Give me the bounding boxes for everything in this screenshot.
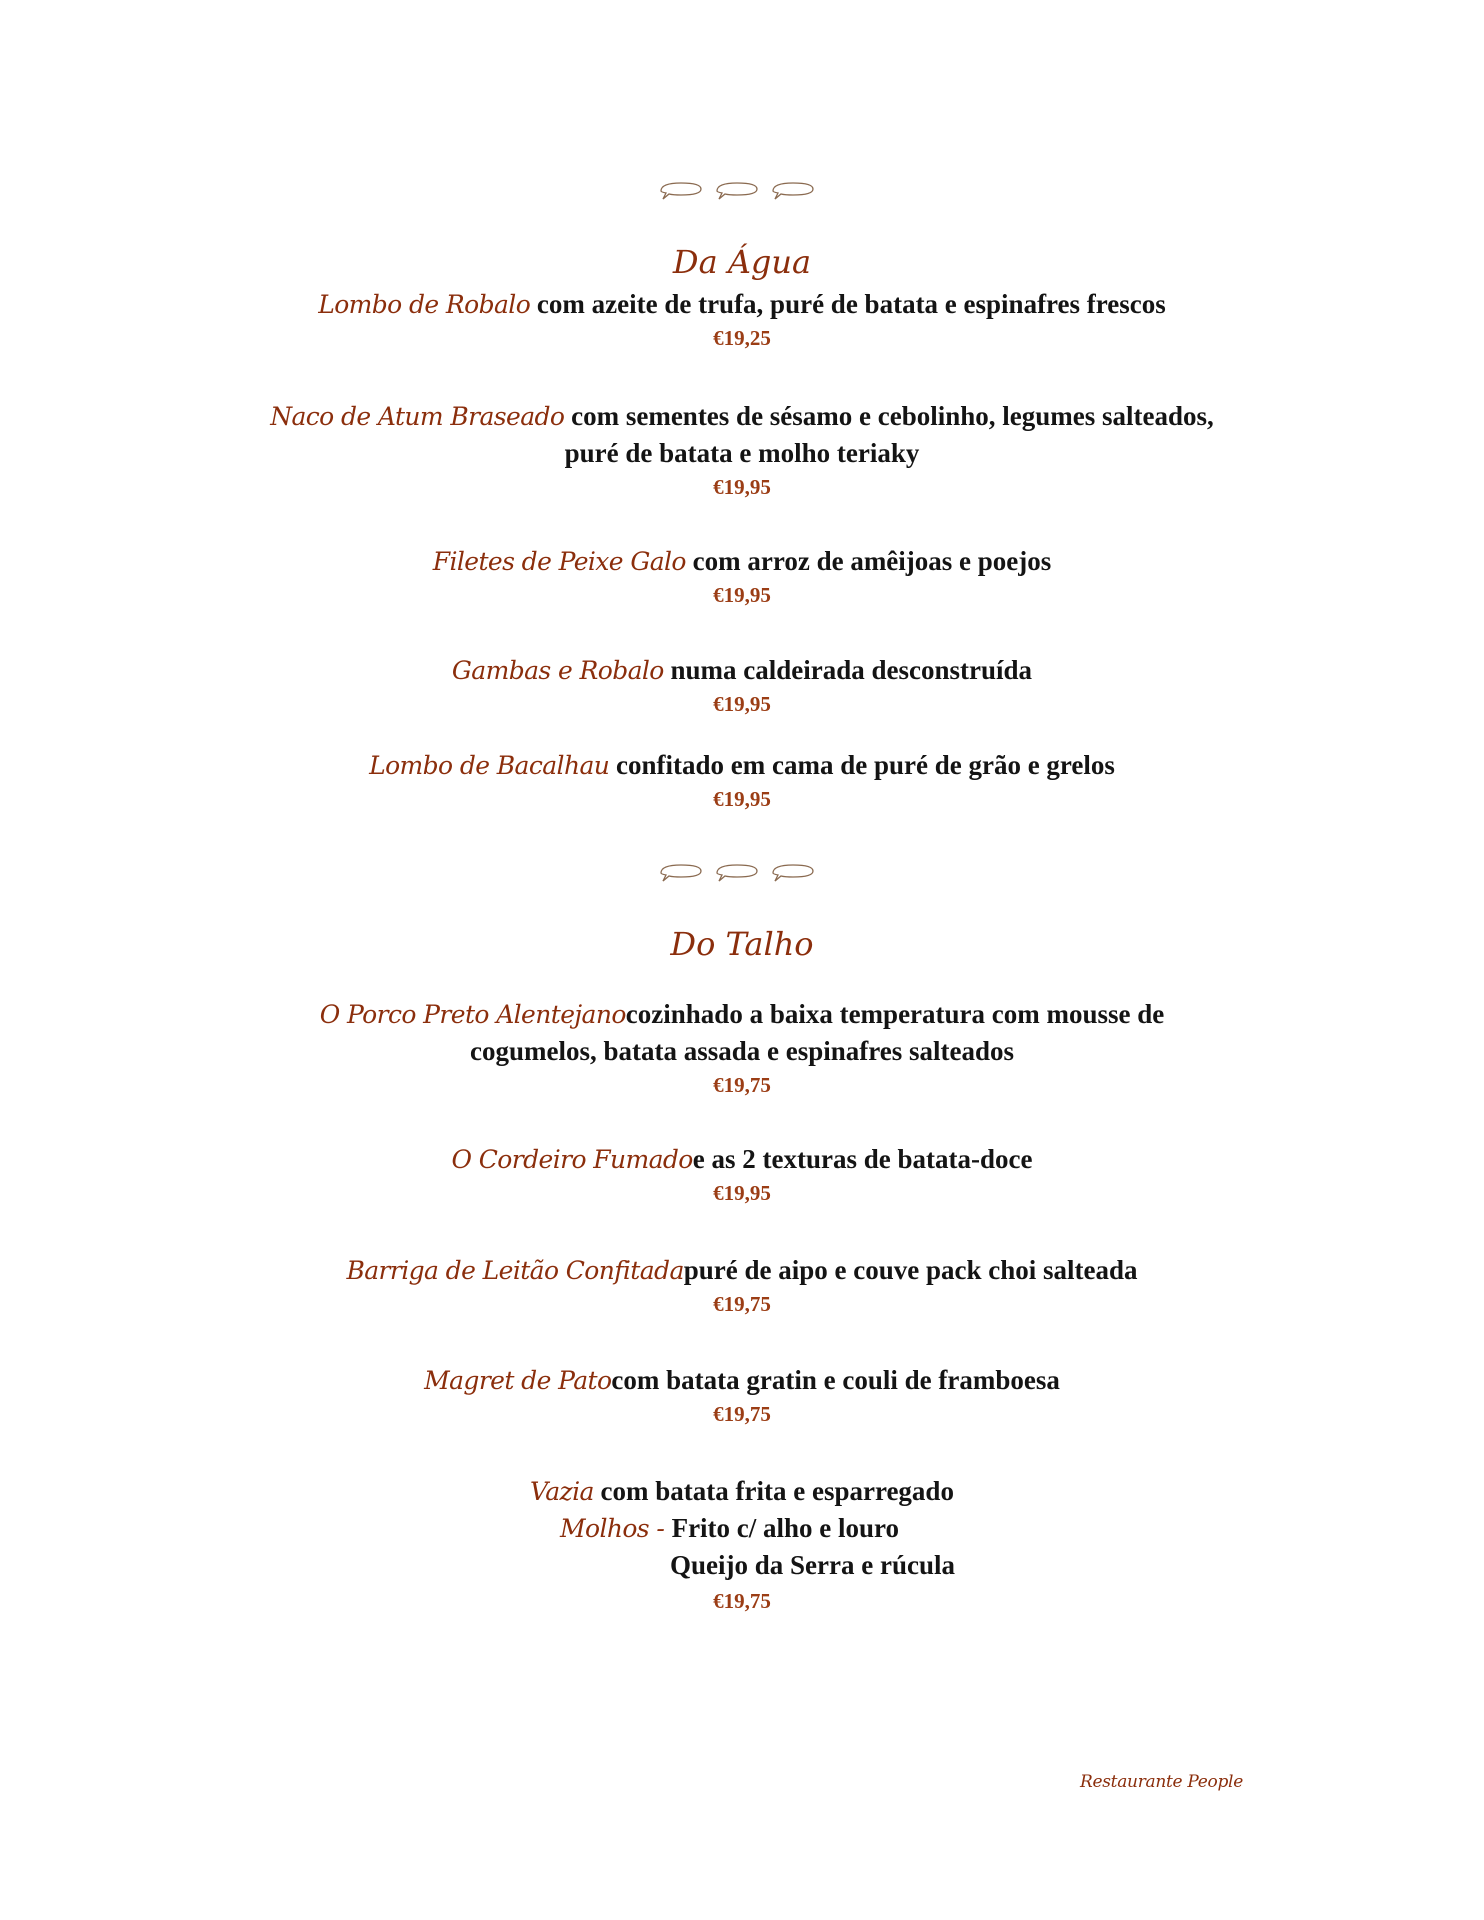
sauce-row	[560, 1510, 899, 1547]
dish-name: Lombo de Robalo	[318, 290, 531, 319]
dish-name: Naco de Atum Braseado	[270, 402, 565, 431]
ornament-divider	[0, 178, 1484, 208]
dish-name: O Porco Preto Alentejano	[319, 1000, 626, 1029]
menu-item	[0, 1362, 1484, 1428]
speech-bubble-icon	[657, 860, 827, 886]
item-line	[0, 996, 1484, 1033]
dish-description-continued: cogumelos, batata assada e espinafres salteados	[469, 1036, 1014, 1066]
menu-item	[0, 1252, 1484, 1318]
dish-name: Barriga de Leitão Confitada	[346, 1256, 684, 1285]
menu-item	[0, 996, 1484, 1099]
item-line	[0, 652, 1484, 689]
item-line	[0, 1252, 1484, 1289]
item-line	[0, 747, 1484, 784]
dish-description: puré de aipo e couve pack choi salteada	[683, 1255, 1138, 1285]
dish-price: €19,95	[713, 692, 771, 716]
menu-item	[0, 543, 1484, 609]
dish-name: Magret de Pato	[424, 1366, 612, 1395]
dish-price: €19,95	[713, 1181, 771, 1205]
menu-item	[0, 652, 1484, 718]
dish-price: €19,75	[713, 1402, 771, 1426]
dish-description: com sementes de sésamo e cebolinho, legumes salteados,	[564, 401, 1214, 431]
menu-item-vazia	[0, 1473, 1484, 1510]
dish-name: Filetes de Peixe Galo	[432, 547, 686, 576]
dish-description: cozinhado a baixa temperatura com mousse de	[625, 999, 1165, 1029]
menu-item	[0, 286, 1484, 352]
item-line	[0, 543, 1484, 580]
speech-bubble-icon	[657, 178, 827, 204]
sauce-option: Queijo da Serra e rúcula	[670, 1550, 955, 1580]
dish-price: €19,75	[713, 1292, 771, 1316]
dish-name: Vazia	[530, 1477, 594, 1506]
vazia-price-row	[0, 1586, 1484, 1615]
dish-name: Lombo de Bacalhau	[369, 751, 610, 780]
section-title-da-agua: Da Água	[672, 243, 812, 281]
dish-price: €19,95	[713, 787, 771, 811]
dish-description: com azeite de trufa, puré de batata e espinafres frescos	[530, 289, 1166, 319]
dish-description: com batata frita e esparregado	[593, 1476, 954, 1506]
dish-name: O Cordeiro Fumado	[451, 1145, 693, 1174]
sauces-label: Molhos -	[560, 1514, 672, 1543]
dish-price: €19,75	[713, 1589, 771, 1613]
sauce-option: Frito c/ alho e louro	[671, 1513, 900, 1543]
dish-description: com arroz de amêijoas e poejos	[685, 546, 1052, 576]
item-line	[0, 398, 1484, 435]
dish-price: €19,75	[713, 1073, 771, 1097]
item-line	[0, 1141, 1484, 1178]
dish-name: Gambas e Robalo	[451, 656, 664, 685]
ornament-divider	[0, 860, 1484, 890]
dish-description: numa caldeirada desconstruída	[663, 655, 1033, 685]
dish-description-continued: puré de batata e molho teriaky	[564, 438, 920, 468]
dish-price: €19,25	[713, 326, 771, 350]
dish-description: e as 2 texturas de batata-doce	[692, 1144, 1033, 1174]
menu-item	[0, 398, 1484, 501]
dish-price: €19,95	[713, 583, 771, 607]
menu-item	[0, 1141, 1484, 1207]
item-line	[0, 1473, 1484, 1510]
item-line	[0, 1362, 1484, 1399]
dish-description: confitado em cama de puré de grão e grelos	[609, 750, 1115, 780]
section-title-do-talho: Do Talho	[670, 925, 814, 963]
menu-item	[0, 747, 1484, 813]
dish-description: com batata gratin e couli de framboesa	[611, 1365, 1060, 1395]
item-line	[0, 286, 1484, 323]
dish-price: €19,95	[713, 475, 771, 499]
restaurant-name-footer: Restaurante People	[1080, 1772, 1243, 1792]
